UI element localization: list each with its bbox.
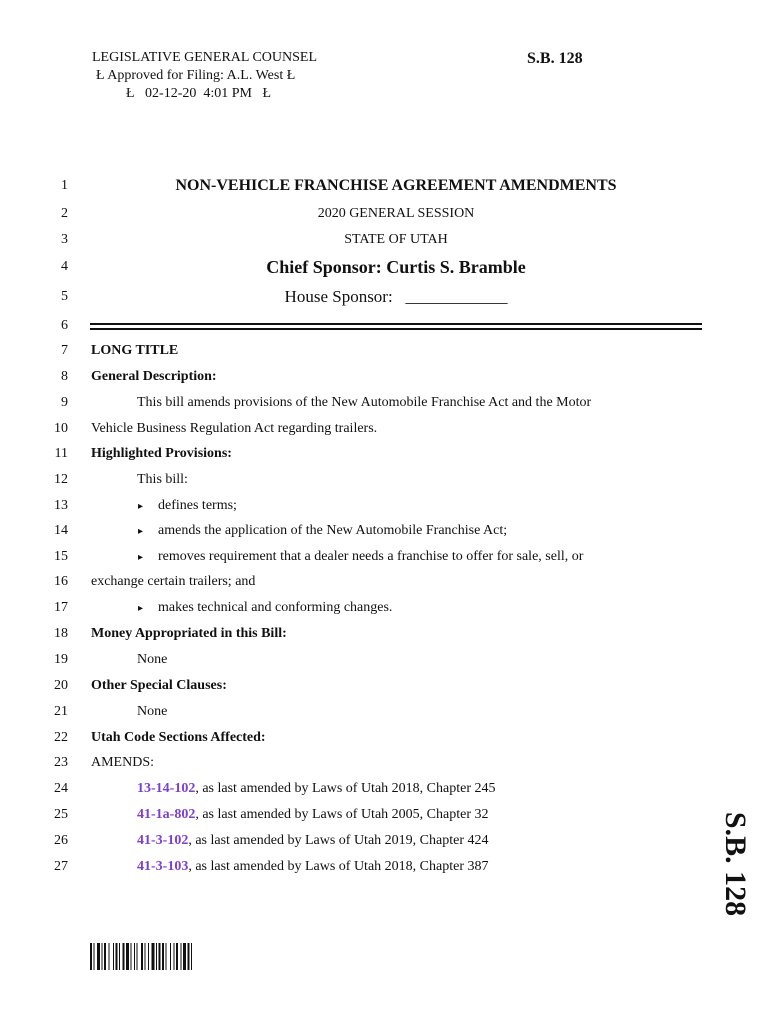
line-number: 16: [54, 574, 68, 589]
line-number: 27: [54, 859, 68, 874]
provision-item: defines terms;: [158, 498, 237, 513]
money-heading: Money Appropriated in this Bill:: [91, 626, 287, 641]
line-number: 1: [61, 178, 68, 193]
line-number: 19: [54, 652, 68, 667]
line-number: 15: [54, 549, 68, 564]
line-number: 5: [61, 289, 68, 304]
line-number: 2: [61, 206, 68, 221]
side-bill-label: S.B. 128: [719, 811, 752, 917]
line-number: 20: [54, 678, 68, 693]
line-number: 6: [61, 318, 68, 333]
title-rule-top: [90, 323, 702, 325]
code-section-row: [137, 807, 488, 823]
line-number: 21: [54, 704, 68, 719]
code-section-note: , as last amended by Laws of Utah 2018, Chapter 245: [195, 781, 496, 796]
money-value: None: [137, 652, 168, 667]
code-section-row: [137, 859, 488, 875]
provision-item: amends the application of the New Automobile Franchise Act;: [158, 523, 508, 538]
this-bill: This bill:: [137, 472, 188, 487]
chief-sponsor: Chief Sponsor: Curtis S. Bramble: [266, 257, 526, 277]
barcode-icon: [90, 943, 230, 970]
special-clauses-value: None: [137, 704, 168, 719]
line-number: 24: [54, 781, 68, 796]
line-number: 22: [54, 730, 68, 745]
special-clauses-heading: Other Special Clauses:: [91, 678, 227, 693]
code-section-link[interactable]: 13-14-102: [137, 781, 196, 796]
description-line-1: This bill amends provisions of the New Automobile Franchise Act and the Motor: [137, 395, 592, 410]
provision-continuation: exchange certain trailers; and: [91, 574, 256, 589]
line-number: 13: [54, 498, 68, 513]
line-number: 10: [54, 421, 68, 436]
highlighted-provisions-heading: Highlighted Provisions:: [91, 446, 232, 461]
code-sections-heading: Utah Code Sections Affected:: [91, 730, 266, 745]
header-datetime: Ł 02-12-20 4:01 PM Ł: [126, 86, 272, 101]
general-description-heading: General Description:: [91, 369, 217, 384]
line-number: 26: [54, 833, 68, 848]
state: STATE OF UTAH: [344, 232, 448, 247]
line-number: 12: [54, 472, 68, 487]
bullet-triangle-icon: ▸: [138, 603, 144, 614]
line-number: 25: [54, 807, 68, 822]
code-section-link[interactable]: 41-3-102: [137, 833, 189, 848]
bill-title: NON-VEHICLE FRANCHISE AGREEMENT AMENDMENTS: [175, 177, 617, 194]
code-section-row: [137, 781, 495, 797]
bullet-triangle-icon: ▸: [138, 501, 144, 512]
header-counsel: LEGISLATIVE GENERAL COUNSEL: [92, 50, 318, 65]
line-number: 3: [61, 232, 68, 247]
code-section-note: , as last amended by Laws of Utah 2018, Chapter 387: [188, 859, 489, 874]
session: 2020 GENERAL SESSION: [317, 206, 475, 221]
line-number: 4: [61, 259, 68, 274]
code-section-link[interactable]: 41-1a-802: [137, 807, 196, 822]
line-number: 23: [54, 755, 68, 770]
line-number: 14: [54, 523, 68, 538]
provision-item: removes requirement that a dealer needs a franchise to offer for sale, sell, or: [158, 549, 584, 564]
house-sponsor: House Sponsor: ____________: [284, 287, 508, 306]
header-approval: Ł Approved for Filing: A.L. West Ł: [96, 68, 296, 83]
description-line-2: Vehicle Business Regulation Act regarding trailers.: [91, 421, 378, 436]
code-section-note: , as last amended by Laws of Utah 2005, Chapter 32: [195, 807, 489, 822]
line-number: 17: [54, 600, 68, 615]
provision-item: makes technical and conforming changes.: [158, 600, 393, 615]
line-number: 7: [61, 343, 68, 358]
bullet-triangle-icon: ▸: [138, 552, 144, 563]
bullet-triangle-icon: ▸: [138, 526, 144, 537]
code-section-row: [137, 833, 488, 849]
title-rule-bottom: [90, 328, 702, 330]
amends-label: AMENDS:: [91, 755, 155, 770]
line-number: 18: [54, 626, 68, 641]
long-title-heading: LONG TITLE: [91, 343, 179, 358]
line-number: 11: [54, 446, 68, 461]
code-section-note: , as last amended by Laws of Utah 2019, Chapter 424: [188, 833, 489, 848]
code-section-link[interactable]: 41-3-103: [137, 859, 189, 874]
line-number: 9: [61, 395, 68, 410]
line-number: 8: [61, 369, 68, 384]
bill-number: S.B. 128: [527, 50, 583, 67]
